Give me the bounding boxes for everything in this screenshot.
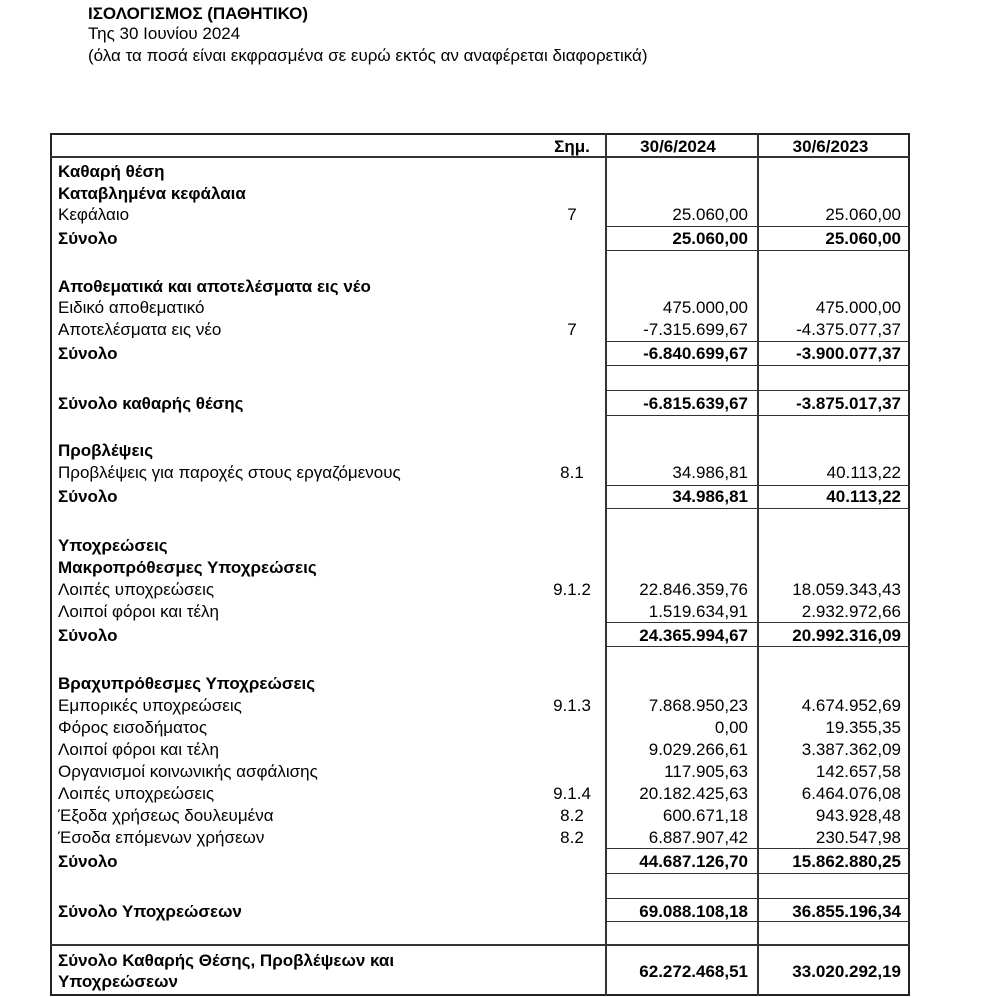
row-label: Βραχυπρόθεσμες Υποχρεώσεις	[58, 674, 316, 693]
row-label: Καταβλημένα κεφάλαια	[58, 184, 246, 203]
value-2024: 22.846.359,76	[639, 580, 748, 599]
total-line	[757, 415, 910, 416]
total-line	[605, 341, 757, 342]
row-label: Έσοδα επόμενων χρήσεων	[58, 828, 265, 847]
total-line	[757, 622, 910, 623]
value-2024: 600.671,18	[662, 806, 748, 825]
value-2023: 40.113,22	[826, 487, 901, 506]
value-2023: 18.059.343,43	[792, 580, 901, 599]
total-line	[605, 646, 757, 647]
value-2024: 7.868.950,23	[648, 696, 748, 715]
row-label: Καθαρή θέση	[58, 162, 165, 181]
value-2024: -6.815.639,67	[643, 394, 748, 413]
value-2024: 1.519.634,91	[648, 602, 748, 621]
row-note: 8.1	[560, 463, 584, 482]
value-2024: 117.905,63	[664, 762, 748, 781]
row-note: 7	[567, 205, 577, 224]
value-2024: 0,00	[714, 718, 748, 737]
total-line	[605, 898, 757, 899]
grand-total-divider	[50, 944, 910, 946]
value-2023: 25.060,00	[825, 205, 901, 224]
row-label: Ειδικό αποθεματικό	[58, 298, 205, 317]
row-label: Σύνολο	[58, 487, 118, 506]
value-2023: 33.020.292,19	[792, 962, 901, 981]
row-label: Προβλέψεις	[58, 441, 154, 460]
total-line	[757, 508, 910, 509]
total-line	[605, 873, 757, 874]
row-label: Φόρος εισοδήματος	[58, 718, 208, 737]
report-title: ΙΣΟΛΟΓΙΣΜΟΣ (ΠΑΘΗΤΙΚΟ)	[88, 4, 308, 23]
total-line	[757, 873, 910, 874]
row-label: Σύνολο	[58, 344, 118, 363]
value-2024: 44.687.126,70	[639, 852, 748, 871]
row-label: Αποθεματικά και αποτελέσματα εις νέο	[58, 277, 371, 296]
row-label-continued: Υποχρεώσεων	[58, 972, 178, 991]
value-2024: 34.986,81	[672, 463, 748, 482]
row-label: Σύνολο Υποχρεώσεων	[58, 902, 242, 921]
value-2023: 142.657,58	[815, 762, 901, 781]
total-line	[757, 365, 910, 366]
total-line	[757, 485, 910, 486]
row-note: 9.1.2	[553, 580, 591, 599]
column-header-2023: 30/6/2023	[792, 137, 869, 156]
row-label: Κεφάλαιο	[58, 205, 130, 224]
column-divider	[757, 133, 759, 996]
row-label: Εμπορικές υποχρεώσεις	[58, 696, 242, 715]
total-line	[605, 365, 757, 366]
total-line	[757, 848, 910, 849]
value-2024: 25.060,00	[672, 205, 748, 224]
value-2024: 25.060,00	[672, 229, 748, 248]
value-2024: 20.182.425,63	[639, 784, 748, 803]
report-date: Της 30 Ιουνίου 2024	[88, 24, 241, 43]
value-2024: -6.840.699,67	[643, 344, 748, 363]
column-header-note: Σημ.	[554, 137, 590, 156]
value-2023: 943.928,48	[815, 806, 901, 825]
row-label: Έξοδα χρήσεως δουλευμένα	[58, 806, 274, 825]
total-line	[757, 646, 910, 647]
row-label: Σύνολο	[58, 229, 118, 248]
total-line	[605, 921, 757, 922]
row-label: Λοιπές υποχρεώσεις	[58, 580, 215, 599]
currency-note: (όλα τα ποσά είναι εκφρασμένα σε ευρώ εκτός αν αναφέρεται διαφορετικά)	[88, 46, 648, 65]
value-2024: 34.986,81	[672, 487, 748, 506]
total-line	[605, 250, 757, 251]
value-2023: 25.060,00	[825, 229, 901, 248]
row-label: Προβλέψεις για παροχές στους εργαζόμενους	[58, 463, 401, 482]
row-label: Λοιπές υποχρεώσεις	[58, 784, 215, 803]
row-note: 8.2	[560, 828, 584, 847]
value-2024: 69.088.108,18	[639, 902, 748, 921]
row-note: 9.1.3	[553, 696, 591, 715]
row-label: Σύνολο Καθαρής Θέσης, Προβλέψεων και	[58, 951, 395, 970]
total-line	[757, 898, 910, 899]
value-2023: 230.547,98	[815, 828, 901, 847]
value-2023: 3.387.362,09	[801, 740, 901, 759]
value-2023: 36.855.196,34	[792, 902, 901, 921]
value-2024: 24.365.994,67	[639, 626, 748, 645]
total-line	[605, 415, 757, 416]
value-2024: 9.029.266,61	[648, 740, 748, 759]
value-2023: 19.355,35	[825, 718, 901, 737]
total-line	[605, 226, 757, 227]
total-line	[757, 226, 910, 227]
value-2023: -3.900.077,37	[796, 344, 901, 363]
row-label: Μακροπρόθεσμες Υποχρεώσεις	[58, 558, 317, 577]
row-label: Λοιποί φόροι και τέλη	[58, 740, 220, 759]
value-2023: 20.992.316,09	[792, 626, 901, 645]
row-label: Υποχρεώσεις	[58, 536, 168, 555]
column-header-2024: 30/6/2024	[640, 137, 716, 156]
row-note: 9.1.4	[553, 784, 591, 803]
total-line	[605, 508, 757, 509]
value-2024: 6.887.907,42	[648, 828, 748, 847]
column-divider	[605, 133, 607, 996]
total-line	[605, 622, 757, 623]
value-2023: -3.875.017,37	[796, 394, 901, 413]
total-line	[757, 341, 910, 342]
value-2024: 475.000,00	[662, 298, 748, 317]
row-note: 8.2	[560, 806, 584, 825]
total-line	[605, 848, 757, 849]
value-2024: -7.315.699,67	[643, 320, 748, 339]
value-2023: 6.464.076,08	[801, 784, 901, 803]
value-2023: 15.862.880,25	[792, 852, 901, 871]
value-2023: 4.674.952,69	[801, 696, 901, 715]
value-2023: 2.932.972,66	[801, 602, 901, 621]
value-2024: 62.272.468,51	[639, 962, 748, 981]
row-label: Σύνολο	[58, 626, 118, 645]
total-line	[757, 921, 910, 922]
total-line	[605, 485, 757, 486]
row-label: Αποτελέσματα εις νέο	[58, 320, 222, 339]
row-label: Σύνολο	[58, 852, 118, 871]
total-line	[605, 390, 757, 391]
total-line	[757, 390, 910, 391]
total-line	[757, 250, 910, 251]
value-2023: 40.113,22	[826, 463, 901, 482]
row-note: 7	[567, 320, 577, 339]
row-label: Οργανισμοί κοινωνικής ασφάλισης	[58, 762, 318, 781]
row-label: Σύνολο καθαρής θέσης	[58, 394, 244, 413]
value-2023: -4.375.077,37	[796, 320, 901, 339]
value-2023: 475.000,00	[815, 298, 901, 317]
row-label: Λοιποί φόροι και τέλη	[58, 602, 220, 621]
